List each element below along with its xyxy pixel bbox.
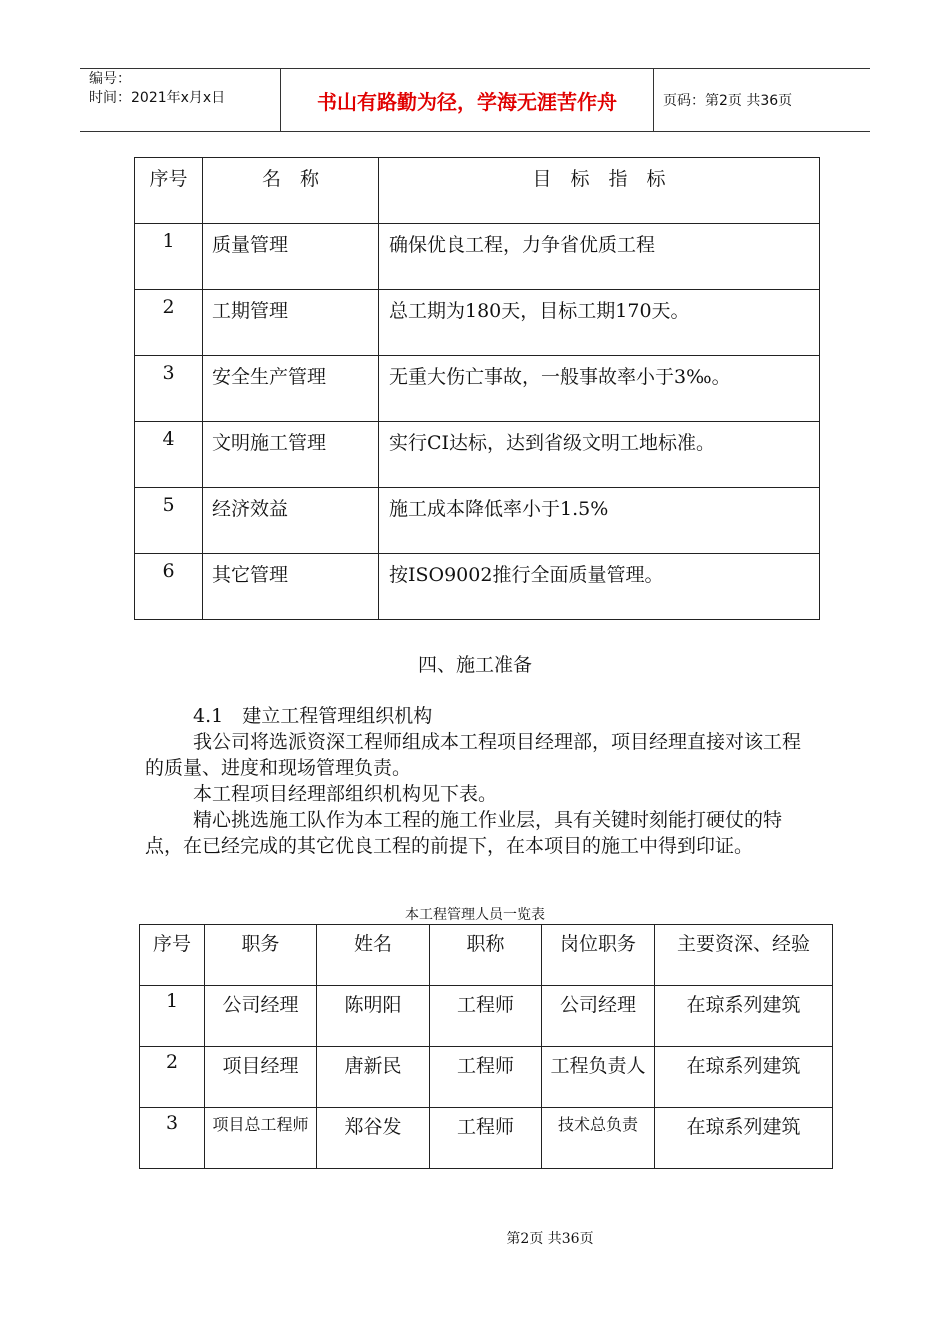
paragraph: 本工程项目经理部组织机构见下表。 xyxy=(193,783,498,805)
row-target: 无重大伤亡事故，一般事故率小于3‰。 xyxy=(379,356,820,422)
table-row xyxy=(135,554,820,620)
row-name: 质量管理 xyxy=(203,224,379,290)
row-number: 5 xyxy=(135,488,203,554)
row-number: 4 xyxy=(135,422,203,488)
table-header-row xyxy=(135,158,820,224)
section-subtitle: 4.1 建立工程管理组织机构 xyxy=(193,705,433,727)
header-cell: 名 称 xyxy=(203,158,379,224)
header-cell: 序号 xyxy=(135,158,203,224)
row-name: 文明施工管理 xyxy=(203,422,379,488)
row-number: 3 xyxy=(135,356,203,422)
paragraph: 我公司将选派资深工程师组成本工程项目经理部，项目经理直接对该工程的质量、进度和现场管理负责。 xyxy=(145,731,802,779)
table-row xyxy=(135,224,820,290)
table-row xyxy=(140,986,833,1047)
cell: 公司经理 xyxy=(205,986,317,1047)
document-number: 编号： xyxy=(89,71,131,87)
document-date: 时间：2021年x月x日 xyxy=(89,90,226,106)
table-row xyxy=(135,422,820,488)
row-target: 施工成本降低率小于1.5% xyxy=(379,488,820,554)
cell: 工程师 xyxy=(430,1108,542,1169)
page-header xyxy=(80,68,870,132)
cell: 工程师 xyxy=(430,1047,542,1108)
table-caption: 本工程管理人员一览表 xyxy=(405,907,545,923)
cell: 项目经理 xyxy=(205,1047,317,1108)
cell: 2 xyxy=(140,1047,205,1108)
cell: 公司经理 xyxy=(542,986,655,1047)
staff-table xyxy=(139,924,833,1169)
cell: 1 xyxy=(140,986,205,1047)
cell: 唐新民 xyxy=(317,1047,430,1108)
cell: 3 xyxy=(140,1108,205,1169)
paragraph: 精心挑选施工队作为本工程的施工作业层，具有关键时刻能打硬仗的特点，在已经完成的其它优良工程的前提下，在本项目的施工中得到印证。 xyxy=(145,809,783,857)
row-name: 经济效益 xyxy=(203,488,379,554)
row-name: 工期管理 xyxy=(203,290,379,356)
table-row xyxy=(135,356,820,422)
cell: 项目总工程师 xyxy=(205,1108,317,1169)
targets-table xyxy=(134,157,820,620)
section-title: 四、施工准备 xyxy=(417,654,532,676)
row-target: 确保优良工程，力争省优质工程 xyxy=(379,224,820,290)
row-target: 实行CI达标，达到省级文明工地标准。 xyxy=(379,422,820,488)
cell: 在琼系列建筑 xyxy=(655,1047,833,1108)
cell: 郑谷发 xyxy=(317,1108,430,1169)
row-target: 总工期为180天，目标工期170天。 xyxy=(379,290,820,356)
row-number: 1 xyxy=(135,224,203,290)
cell: 工程负责人 xyxy=(542,1047,655,1108)
table-row xyxy=(140,1047,833,1108)
row-name: 安全生产管理 xyxy=(203,356,379,422)
header-cell: 职务 xyxy=(205,925,317,986)
header-cell: 目 标 指 标 xyxy=(379,158,820,224)
cell: 工程师 xyxy=(430,986,542,1047)
page-footer: 第2页 共36页 xyxy=(506,1231,594,1247)
header-cell: 岗位职务 xyxy=(542,925,655,986)
header-cell: 职称 xyxy=(430,925,542,986)
cell: 陈明阳 xyxy=(317,986,430,1047)
header-cell: 序号 xyxy=(140,925,205,986)
cell: 在琼系列建筑 xyxy=(655,986,833,1047)
row-target: 按ISO9002推行全面质量管理。 xyxy=(379,554,820,620)
row-number: 6 xyxy=(135,554,203,620)
header-meta xyxy=(80,69,280,131)
table-row xyxy=(135,290,820,356)
header-cell: 主要资深、经验 xyxy=(655,925,833,986)
cell: 技术总负责 xyxy=(542,1108,655,1169)
row-number: 2 xyxy=(135,290,203,356)
table-header-row xyxy=(140,925,833,986)
header-page-code: 页码：第2页 共36页 xyxy=(663,93,793,109)
header-cell: 姓名 xyxy=(317,925,430,986)
table-row xyxy=(135,488,820,554)
row-name: 其它管理 xyxy=(203,554,379,620)
table-row xyxy=(140,1108,833,1169)
header-motto: 书山有路勤为径，学海无涯苦作舟 xyxy=(280,69,654,131)
cell: 在琼系列建筑 xyxy=(655,1108,833,1169)
